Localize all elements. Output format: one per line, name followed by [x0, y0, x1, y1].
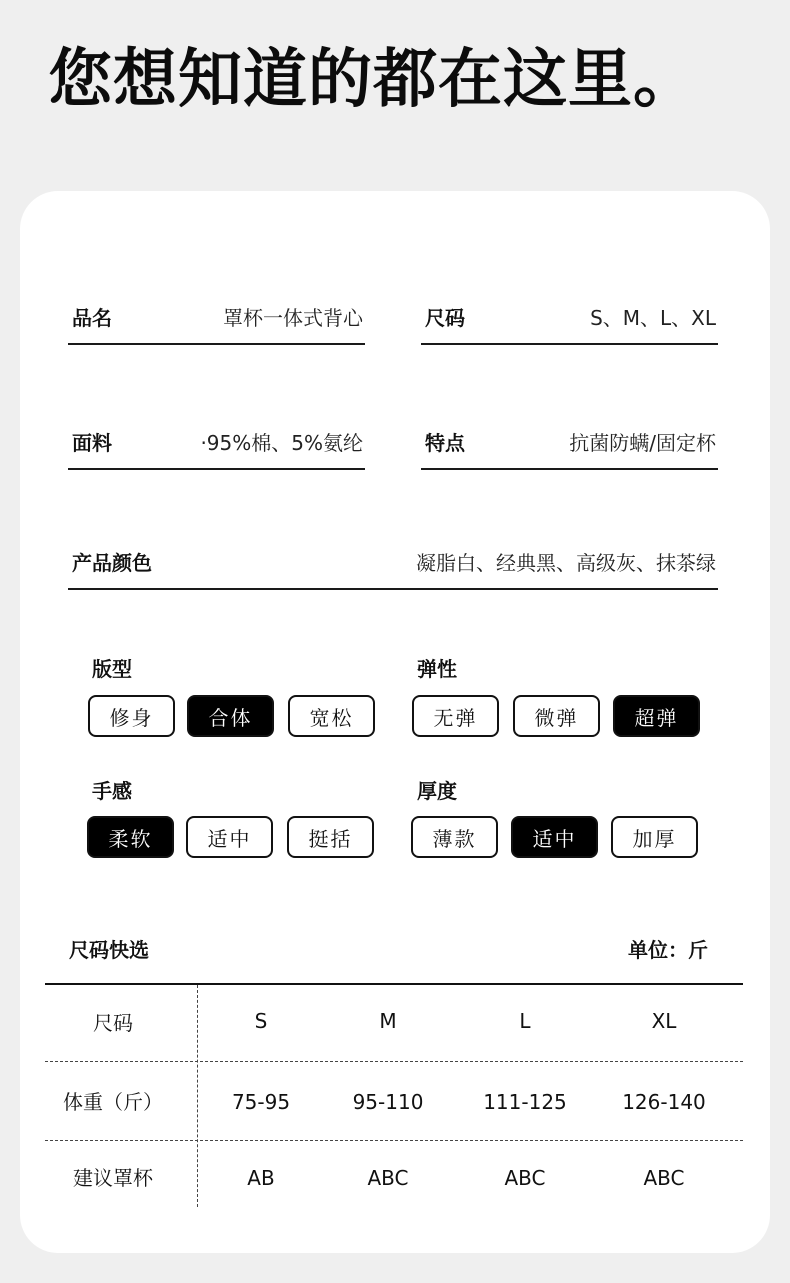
size-cell: M	[379, 1009, 397, 1033]
size-table	[45, 983, 743, 1207]
attr-title-elasticity: 弹性	[417, 657, 457, 681]
fit-option[interactable]: 合体	[187, 695, 274, 737]
cup-cell: ABC	[367, 1166, 409, 1190]
attr-title-feel: 手感	[92, 779, 132, 803]
weight-cell: 95-110	[352, 1090, 424, 1114]
field-value: S、M、L、XL	[590, 305, 716, 330]
table-row	[45, 1061, 743, 1141]
cup-cell: ABC	[643, 1166, 685, 1190]
row-header: 尺码	[93, 1011, 133, 1035]
elasticity-option[interactable]: 微弹	[513, 695, 600, 737]
size-table-title: 尺码快选	[69, 938, 149, 962]
cup-cell: AB	[247, 1166, 275, 1190]
weight-cell: 75-95	[231, 1090, 291, 1114]
field-value: 抗菌防螨/固定杯	[569, 430, 716, 455]
field-value: 凝脂白、经典黑、高级灰、抹茶绿	[416, 550, 716, 575]
size-table-unit: 单位：斤	[628, 938, 708, 962]
page-title: 您想知道的都在这里。	[48, 43, 698, 117]
size-cell: XL	[651, 1009, 677, 1033]
field-label: 面料	[72, 430, 112, 455]
thickness-option[interactable]: 适中	[511, 816, 598, 858]
field-fabric	[68, 414, 365, 470]
elasticity-option[interactable]: 无弹	[412, 695, 499, 737]
attr-title-thickness: 厚度	[417, 779, 457, 803]
fit-option[interactable]: 宽松	[288, 695, 375, 737]
thickness-option[interactable]: 加厚	[611, 816, 698, 858]
weight-cell: 111-125	[483, 1090, 567, 1114]
row-header: 建议罩杯	[73, 1166, 153, 1190]
weight-cell: 126-140	[622, 1090, 706, 1114]
field-label: 产品颜色	[72, 550, 152, 575]
field-size	[421, 289, 718, 345]
field-features	[421, 414, 718, 470]
field-label: 特点	[425, 430, 465, 455]
field-label: 尺码	[425, 305, 465, 330]
field-value: ·95%棉、5%氨纶	[200, 430, 363, 455]
table-row	[45, 985, 743, 1061]
field-colors	[68, 534, 718, 590]
cup-cell: ABC	[504, 1166, 546, 1190]
product-info-card	[20, 191, 770, 1253]
table-row	[45, 1140, 743, 1208]
elasticity-option[interactable]: 超弹	[613, 695, 700, 737]
fit-option[interactable]: 修身	[88, 695, 175, 737]
field-value: 罩杯一体式背心	[223, 305, 363, 330]
row-header: 体重（斤）	[63, 1090, 163, 1114]
size-cell: S	[254, 1009, 268, 1033]
field-product-name	[68, 289, 365, 345]
feel-option[interactable]: 挺括	[287, 816, 374, 858]
attr-title-fit: 版型	[92, 657, 132, 681]
field-label: 品名	[72, 305, 112, 330]
thickness-option[interactable]: 薄款	[411, 816, 498, 858]
size-cell: L	[519, 1009, 531, 1033]
feel-option[interactable]: 柔软	[87, 816, 174, 858]
feel-option[interactable]: 适中	[186, 816, 273, 858]
